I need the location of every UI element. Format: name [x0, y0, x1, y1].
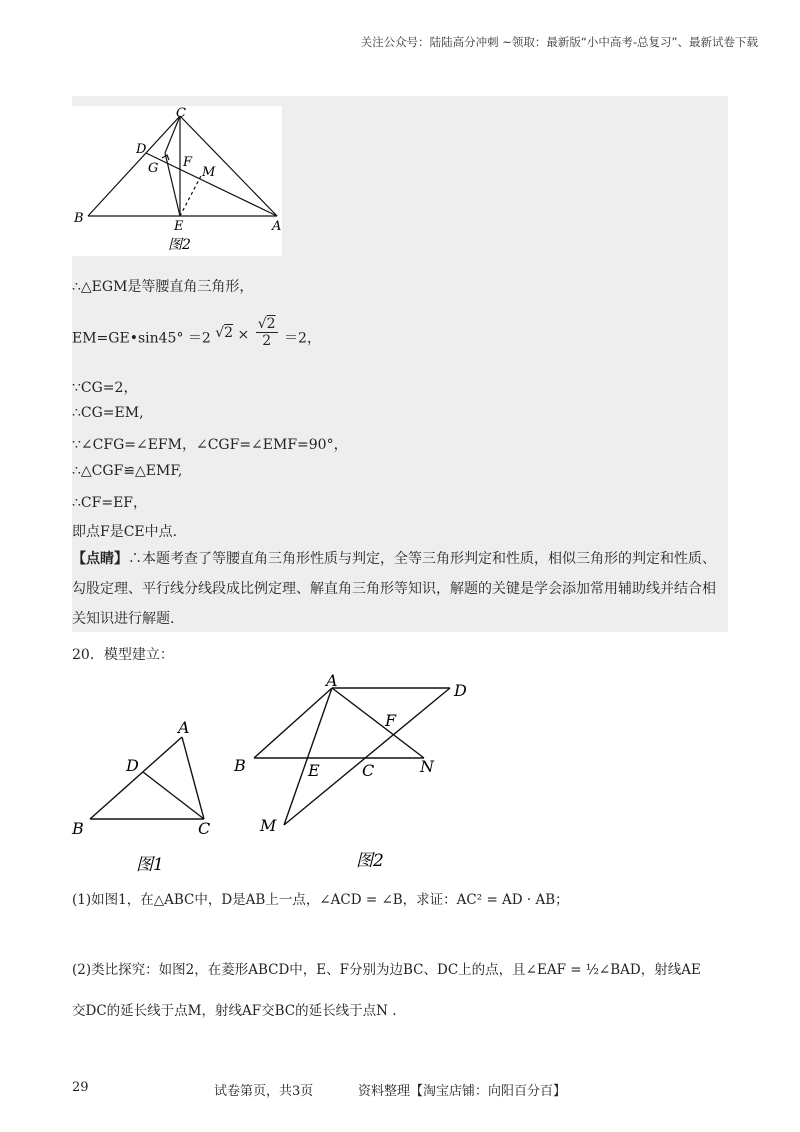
comment-paragraph: [72, 544, 728, 634]
fig2-label-A: A: [326, 671, 338, 690]
fig2-label-F: F: [385, 711, 397, 730]
label-B: B: [74, 211, 84, 226]
solution-line-2-prefix: EM=GE•sin45° ＝2: [72, 330, 211, 347]
problem-20-question-2-line-1: (2)类比探究：如图2，在菱形ABCD中，E、F分别为边BC、DC上的点，且∠EAF = ½∠BAD，射线AE: [72, 962, 701, 978]
solution-line-1: ∴△EGM是等腰直角三角形，: [72, 279, 254, 295]
solution-line-2-suffix: ＝2，: [284, 330, 321, 347]
label-E: E: [174, 219, 184, 234]
sqrt-2: √2: [215, 324, 234, 341]
fig2-label-C: C: [362, 761, 375, 780]
label-M: M: [202, 165, 216, 180]
figure-top: [72, 106, 282, 256]
problem-20-question-1: (1)如图1，在△ABC中，D是AB上一点，∠ACD = ∠B，求证：AC² = AD · AB；: [72, 892, 569, 908]
fig1-label-D: D: [126, 756, 139, 775]
page-header: 关注公众号：陆陆高分冲刺 ~领取：最新版“小中高考-总复习”、最新试卷下载: [360, 35, 758, 49]
fig1-caption: 图1: [136, 855, 164, 875]
solution-line-8: 即点F是CE中点.: [72, 524, 178, 540]
page-number: 29: [72, 1080, 89, 1095]
fig1-label-B: B: [72, 819, 84, 838]
fig2-label-M: M: [260, 816, 277, 835]
times-sign: ×: [237, 326, 250, 343]
comment-text: ∴本题考查了等腰直角三角形性质与判定，全等三角形判定和性质，相似三角形的判定和性质、勾股定理、平行线分线段成比例定理、解直角三角形等知识，解题的关键是学会添加常用辅助线并结合相关知识进行解题.: [72, 551, 716, 627]
solution-line-4: ∴CG=EM,: [72, 405, 144, 421]
footer-source: 资料整理【淘宝店铺：向阳百分百】: [358, 1084, 567, 1099]
label-F: F: [183, 155, 193, 170]
problem-20-figure-2: [228, 668, 488, 878]
fig2-label-B: B: [234, 756, 246, 775]
problem-20-figure-1: [70, 715, 230, 880]
label-A: A: [272, 219, 282, 234]
label-D: D: [136, 142, 147, 157]
solution-line-3: ∵CG=2，: [72, 380, 138, 396]
problem-20-title: 20．模型建立：: [72, 647, 174, 663]
fig2-label-D: D: [454, 681, 467, 700]
fig2-caption: 图2: [356, 851, 384, 871]
solution-line-7: ∴CF=EF，: [72, 495, 147, 511]
label-C: C: [176, 106, 186, 121]
fig1-label-C: C: [198, 819, 211, 838]
figure-top-diagram: [72, 106, 282, 256]
label-G: G: [148, 161, 159, 176]
solution-line-6: ∴△CGF≌△EMF,: [72, 463, 183, 479]
comment-label: 【点睛】: [72, 551, 128, 567]
page-info: 试卷第页，共3页: [214, 1084, 314, 1099]
solution-line-5: ∵∠CFG=∠EFM，∠CGF=∠EMF=90°，: [72, 437, 348, 453]
fraction-sqrt2-over-2: $\frac{√2}{2}$: [257, 316, 276, 349]
fig2-label-E: E: [308, 761, 320, 780]
problem-20-question-2-line-2: 交DC的延长线于点M，射线AF交BC的延长线于点N .: [72, 1003, 397, 1019]
fig1-label-A: A: [178, 718, 190, 737]
figure-caption: 图2: [168, 237, 191, 253]
solution-line-2: [72, 316, 321, 355]
fig2-label-N: N: [420, 757, 434, 776]
